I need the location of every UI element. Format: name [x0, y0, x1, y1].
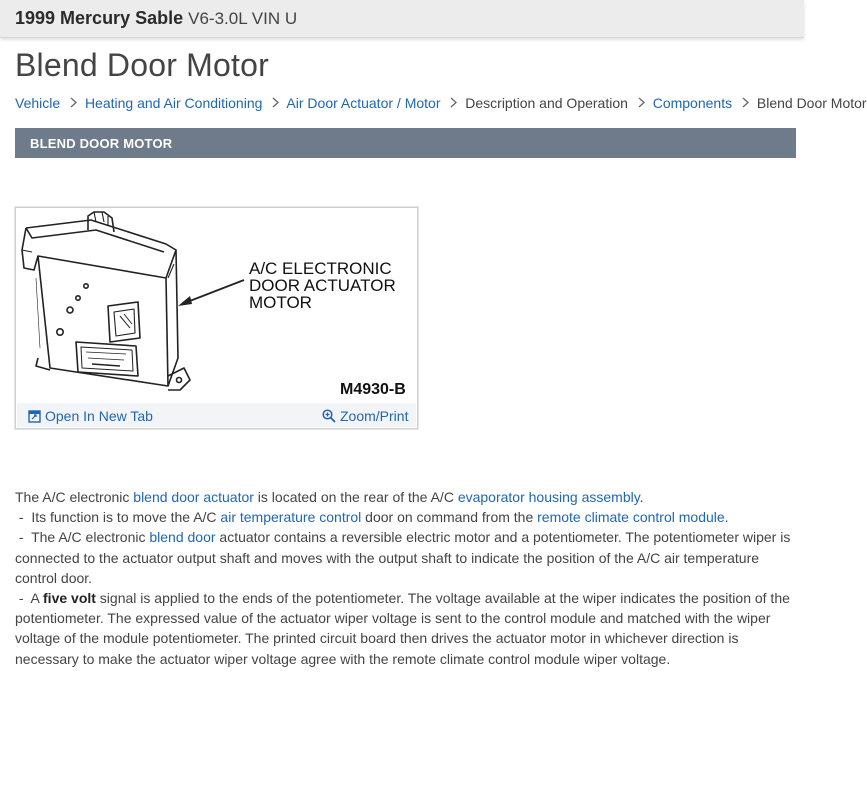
- section-title: BLEND DOOR MOTOR: [30, 136, 173, 151]
- breadcrumb-description-operation: Description and Operation: [465, 95, 628, 111]
- text-segment: actuator contains a reversible electric motor and a potentiometer. The potentiometer wiper is connected to the actuator output shaft and moves with the output shaft to indicate the position of the A/C air temperature control door.: [15, 529, 791, 586]
- diagram-figure: [15, 207, 418, 429]
- text-segment: .: [639, 489, 644, 505]
- open-new-tab-label: Open In New Tab: [45, 408, 153, 424]
- chevron-right-icon: [450, 95, 457, 111]
- text-segment: - A: [15, 590, 44, 607]
- breadcrumb-vehicle[interactable]: Vehicle: [15, 95, 61, 111]
- open-new-tab-link[interactable]: [28, 408, 153, 424]
- zoom-icon: [322, 409, 336, 423]
- paragraph-4: [15, 588, 795, 669]
- link-blend-door[interactable]: blend door: [149, 529, 216, 546]
- paragraph-2: [15, 507, 795, 527]
- text-segment: .: [724, 509, 729, 526]
- chevron-right-icon: [70, 95, 77, 111]
- breadcrumb-components[interactable]: Components: [652, 95, 733, 111]
- emphasis-five-volt: five volt: [43, 590, 96, 607]
- breadcrumb: [15, 95, 867, 111]
- text-segment: - The A/C electronic: [15, 529, 150, 546]
- breadcrumb-current: Blend Door Motor: [756, 95, 867, 111]
- section-header: [15, 128, 796, 158]
- vehicle-title: [15, 8, 297, 29]
- text-segment: signal is applied to the ends of the potentiometer. The voltage available at the wiper indicates the position of the potentiometer. The expressed value of the actuator wiper voltage is sent to the control module and matched with the wiper voltage of the module potentiometer. The printed circuit board then drives the actuator motor in whichever direction is necessary to make the actuator wiper voltage agree with the remote climate control module wiper voltage.: [15, 590, 790, 667]
- description-text: [15, 487, 795, 669]
- figure-code: M4930-B: [340, 381, 406, 398]
- chevron-right-icon: [638, 95, 645, 111]
- link-blend-door-actuator[interactable]: blend door actuator: [133, 489, 254, 505]
- callout-line-3: MOTOR: [249, 293, 312, 312]
- vehicle-name: 1999 Mercury Sable: [15, 8, 184, 28]
- breadcrumb-heating-ac[interactable]: Heating and Air Conditioning: [84, 95, 263, 111]
- paragraph-1: [15, 487, 795, 507]
- text-segment: is located on the rear of the A/C: [253, 489, 458, 505]
- text-segment: The A/C electronic: [15, 489, 134, 505]
- open-new-tab-icon: [28, 410, 41, 423]
- figure-toolbar: [17, 403, 416, 427]
- zoom-print-label: Zoom/Print: [340, 408, 409, 424]
- zoom-print-link[interactable]: [322, 408, 408, 424]
- page-title: Blend Door Motor: [15, 47, 269, 83]
- callout-line-1: A/C ELECTRONIC: [249, 259, 392, 278]
- link-remote-climate-control-module[interactable]: remote climate control module: [537, 509, 725, 526]
- paragraph-3: [15, 527, 795, 588]
- vehicle-engine: V6-3.0L VIN U: [188, 9, 298, 28]
- chevron-right-icon: [742, 95, 749, 111]
- callout-line-2: DOOR ACTUATOR: [249, 276, 396, 295]
- breadcrumb-air-door-actuator[interactable]: Air Door Actuator / Motor: [286, 95, 441, 111]
- callout-arrow: [178, 280, 244, 306]
- chevron-right-icon: [272, 95, 279, 111]
- text-segment: door on command from the: [361, 509, 538, 526]
- link-evaporator-housing-assembly[interactable]: evaporator housing assembly: [457, 489, 640, 505]
- link-air-temperature-control[interactable]: air temperature control: [220, 509, 362, 526]
- text-segment: - Its function is to move the A/C: [15, 509, 221, 526]
- actuator-drawing: [22, 212, 190, 390]
- vehicle-header: [0, 0, 804, 38]
- actuator-diagram: [16, 208, 417, 404]
